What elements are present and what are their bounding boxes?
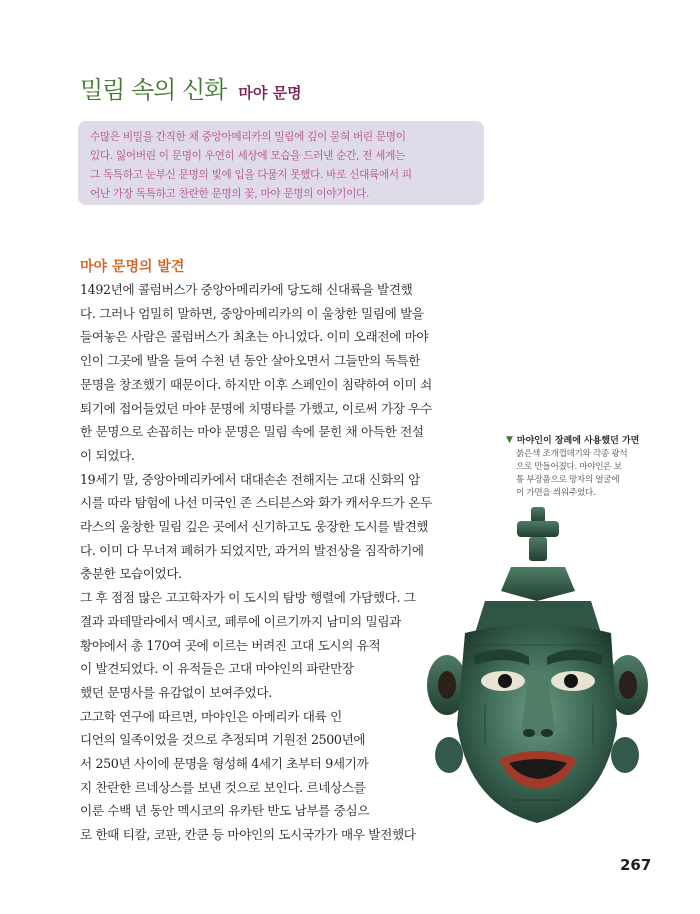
intro-line: 수많은 비밀을 간직한 채 중앙아메리카의 밀림에 깊이 묻혀 버린 문명이 (90, 131, 406, 143)
body-line: 시를 따라 탐험에 나선 미국인 존 스티븐스와 화가 캐서우드가 온두 (80, 495, 432, 511)
page-subtitle: 마야 문명 (238, 84, 302, 102)
mask-figure (425, 505, 650, 825)
intro-line: 그 독특하고 눈부신 문명의 빛에 입을 다물지 못했다. 바로 신대륙에서 피 (90, 169, 412, 181)
caption-text (506, 448, 656, 500)
caption-line: 통 부장품으로 망자의 얼굴에 (516, 475, 620, 485)
figure-caption (506, 433, 656, 500)
body-line: 충분한 모습이었다. (80, 566, 182, 582)
body-line: 들여놓은 사람은 콜럼버스가 최초는 아니었다. 이미 오래전에 마야 (80, 329, 429, 345)
body-line: 다. 이미 다 무너져 폐허가 되었지만, 과거의 발전상을 짐작하기에 (80, 542, 424, 558)
intro-line: 있다. 잃어버린 이 문명이 우연히 세상에 모습을 드러낸 순간, 전 세계는 (90, 150, 405, 162)
page-number: 267 (620, 856, 652, 874)
body-line: 디언의 일족이었을 것으로 추정되며 기원전 2500년에 (80, 732, 366, 748)
triangle-down-icon: ▼ (506, 434, 513, 445)
body-line: 라스의 울창한 밀림 깊은 곳에서 신기하고도 웅장한 도시를 발견했 (80, 519, 429, 535)
body-line: 서 250년 사이에 문명을 형성해 4세기 초부터 9세기까 (80, 756, 369, 772)
body-line: 퇴기에 접어들었던 마야 문명에 치명타를 가했고, 이로써 가장 우수 (80, 400, 432, 416)
body-line: 이룬 수백 년 동안 멕시코의 유카탄 반도 남부를 중심으 (80, 803, 370, 819)
caption-title: 마야인이 장례에 사용했던 가면 (516, 436, 640, 446)
body-line: 고고학 연구에 따르면, 마야인은 아메리카 대륙 인 (80, 708, 342, 724)
body-line: 이 되었다. (80, 447, 135, 463)
body-line: 이 발견되었다. 이 유적들은 고대 마야인의 파란만장 (80, 661, 354, 677)
section-heading: 마야 문명의 발견 (80, 259, 185, 275)
body-line: 결과 과테말라에서 멕시코, 페루에 이르기까지 남미의 밀림과 (80, 613, 401, 629)
intro-box (78, 121, 484, 205)
body-line: 지 찬란한 르네상스를 보낸 것으로 보인다. 르네상스를 (80, 779, 366, 795)
body-line: 1492년에 콜럼버스가 중앙아메리카에 당도해 신대륙을 발견했 (80, 282, 413, 297)
caption-line: 붉은색 조개껍데기와 각종 광석 (516, 449, 628, 459)
caption-title-row (506, 433, 656, 446)
intro-line: 어난 가장 독특하고 찬란한 문명의 꽃, 마야 문명의 이야기이다. (90, 188, 370, 200)
body-line: 인이 그곳에 발을 들여 수천 년 동안 살아오면서 그들만의 독특한 (80, 353, 421, 369)
body-line: 황야에서 총 170여 곳에 이르는 버려진 고대 도시의 유적 (80, 637, 381, 653)
caption-line: 으로 만들어졌다. 마야인은 보 (516, 462, 622, 472)
body-line: 로 한때 티칼, 코판, 칸쿤 등 마야인의 도시국가가 매우 발전했다 (80, 827, 416, 843)
body-line: 문명을 창조했기 때문이다. 하지만 이후 스페인이 침략하여 이미 쇠 (80, 376, 432, 392)
jade-mask-icon (425, 505, 650, 825)
body-line: 했던 문명사를 유감없이 보여주었다. (80, 684, 272, 700)
body-line: 19세기 말, 중앙아메리카에서 대대손손 전해지는 고대 신화의 암 (80, 471, 420, 487)
page-title: 밀림 속의 신화 (80, 76, 227, 104)
body-line: 한 문명으로 손꼽히는 마야 문명은 밀림 속에 묻힌 채 아득한 전설 (80, 424, 424, 440)
body-line: 그 후 점점 많은 고고학자가 이 도시의 탐방 행렬에 가담했다. 그 (80, 590, 416, 606)
body-line: 다. 그러나 엄밀히 말하면, 중앙아메리카의 이 울창한 밀림에 발을 (80, 305, 424, 321)
caption-line: 이 가면을 씌워주었다. (516, 488, 596, 498)
chapter-title (80, 70, 302, 105)
